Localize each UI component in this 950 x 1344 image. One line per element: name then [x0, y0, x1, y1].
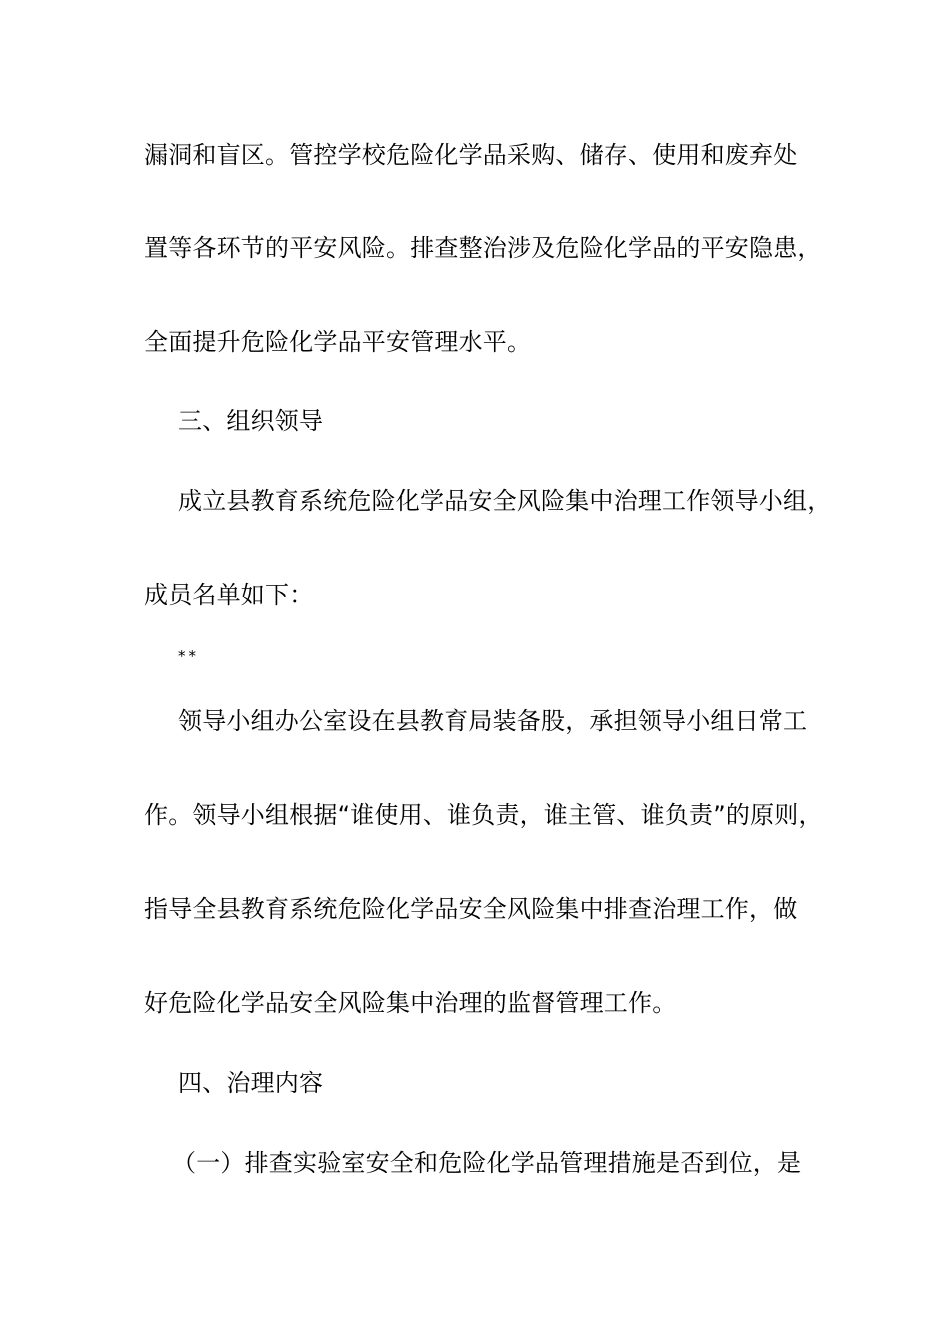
- body-text-line: 指导全县教育系统危险化学品安全风险集中排查治理工作，做: [144, 895, 798, 923]
- body-text-line: 成立县教育系统危险化学品安全风险集中治理工作领导小组，: [178, 487, 832, 515]
- section-heading: 四、治理内容: [178, 1069, 324, 1097]
- body-text-line: 成员名单如下：: [144, 581, 314, 609]
- body-text-line: 置等各环节的平安风险。排查整治涉及危险化学品的平安隐患，: [144, 234, 822, 262]
- body-text-line: 领导小组办公室设在县教育局装备股，承担领导小组日常工: [178, 707, 808, 735]
- section-heading: 三、组织领导: [178, 407, 324, 435]
- body-text-line: 漏洞和盲区。管控学校危险化学品采购、储存、使用和废弃处: [144, 141, 798, 169]
- body-text-line: 作。领导小组根据“谁使用、谁负责，谁主管、谁负责”的原则，: [144, 801, 823, 829]
- body-text-line: 全面提升危险化学品平安管理水平。: [144, 328, 532, 356]
- body-text-line: 好危险化学品安全风险集中治理的监督管理工作。: [144, 989, 677, 1017]
- placeholder-marks: **: [178, 647, 199, 665]
- body-text-line: （一）排查实验室安全和危险化学品管理措施是否到位，是: [172, 1149, 802, 1177]
